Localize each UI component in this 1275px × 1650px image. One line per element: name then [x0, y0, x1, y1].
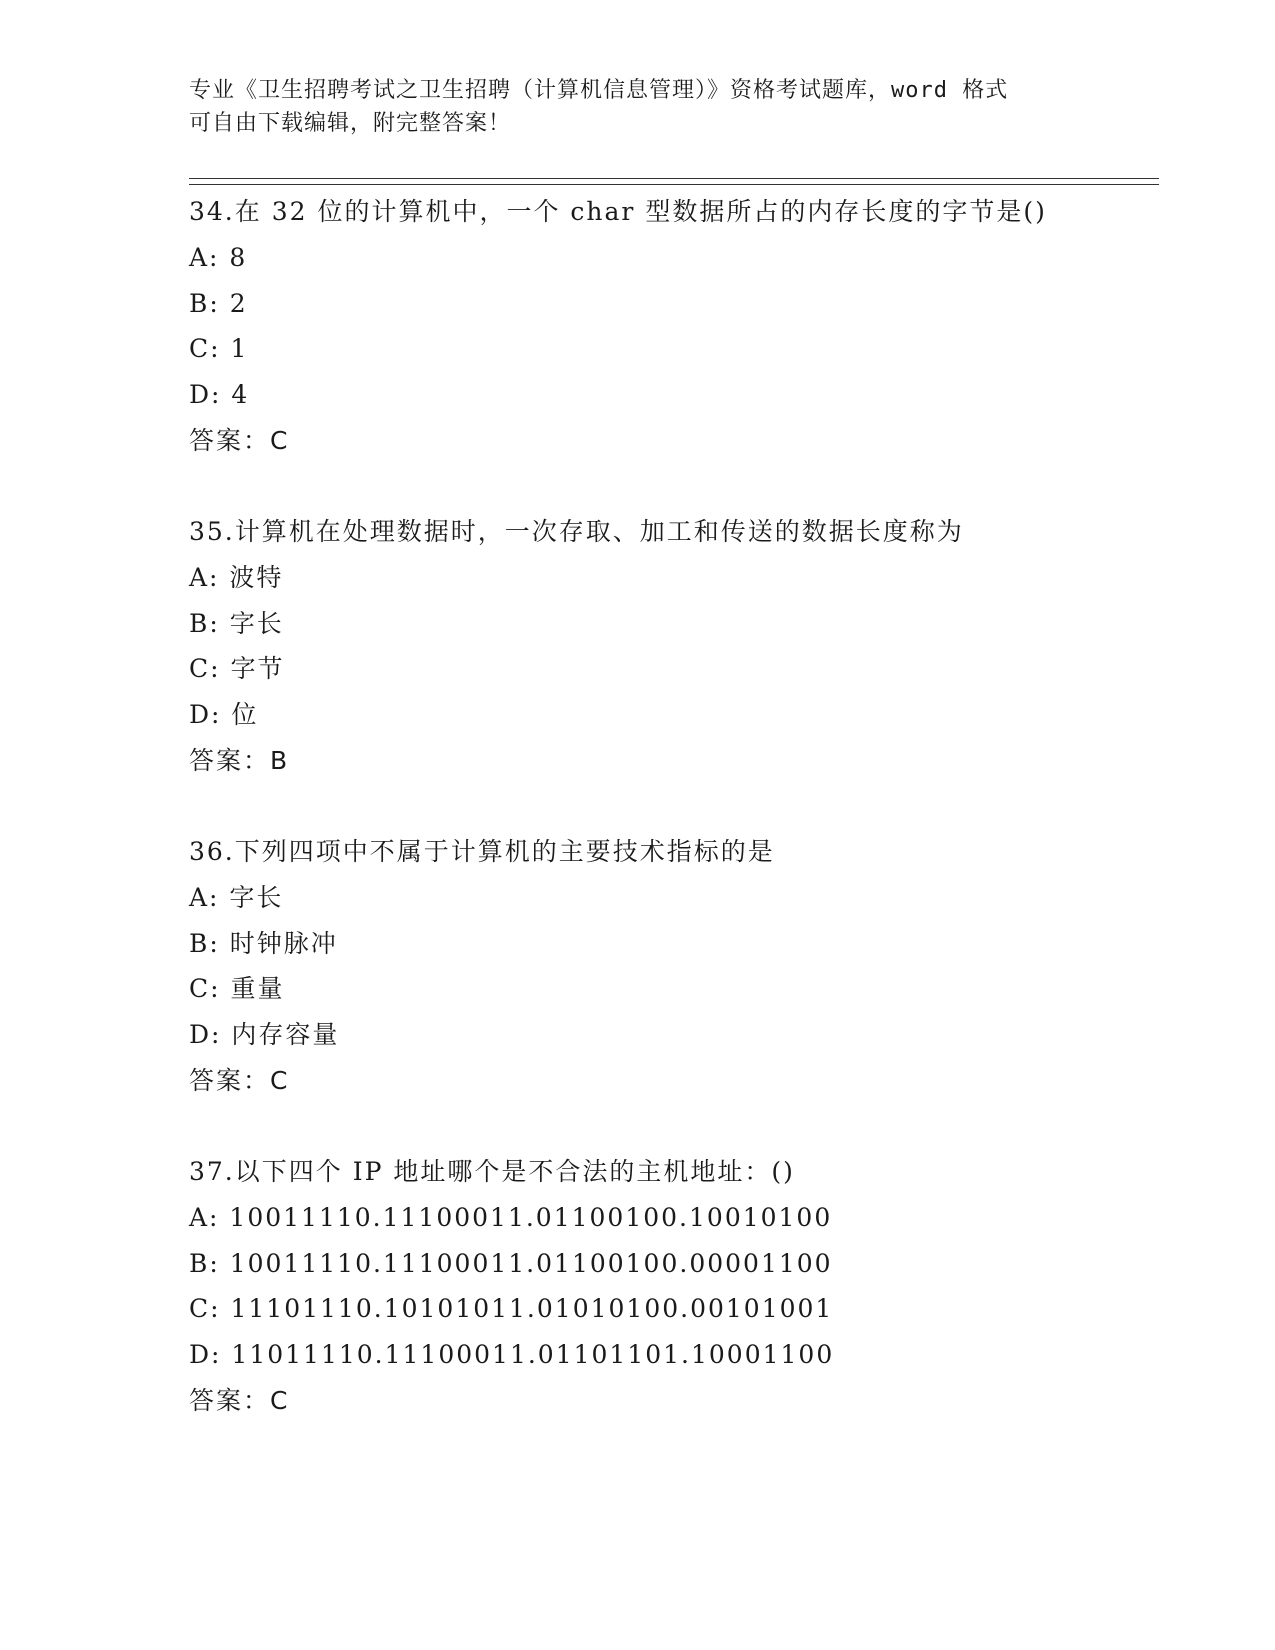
question-stem: 37.以下四个 IP 地址哪个是不合法的主机地址：() [189, 1157, 795, 1186]
answer-line: 答案：B [189, 745, 290, 775]
question-36 [189, 829, 1149, 1104]
answer-line: 答案：C [189, 425, 290, 455]
question-stem: 35.计算机在处理数据时，一次存取、加工和传送的数据长度称为 [189, 517, 964, 546]
option-c: C: 字节 [189, 654, 285, 684]
option-a: A: 10011110.11100011.01100100.10010100 [189, 1202, 833, 1232]
option-b: B: 10011110.11100011.01100100.00001100 [189, 1248, 833, 1278]
option-c: C: 11101110.10101011.01010100.00101001 [189, 1294, 834, 1324]
option-d: D: 位 [189, 700, 259, 730]
answer-line: 答案：C [189, 1065, 290, 1095]
option-d: D: 内存容量 [189, 1020, 340, 1050]
option-d: D: 11011110.11100011.01101101.10001100 [189, 1340, 835, 1370]
question-37 [189, 1149, 1149, 1424]
header-line-2: 可自由下载编辑，附完整答案！ [189, 111, 512, 136]
option-a: A: 字长 [189, 882, 284, 912]
option-c: C: 重量 [189, 974, 285, 1004]
option-d: D: 4 [189, 380, 250, 410]
header-line-1: 专业《卫生招聘考试之卫生招聘（计算机信息管理）》资格考试题库，word 格式 [189, 78, 1009, 103]
header-divider-top [189, 178, 1159, 179]
question-34 [189, 189, 1149, 464]
answer-line: 答案：C [189, 1385, 290, 1415]
option-a: A: 波特 [189, 562, 284, 592]
question-35 [189, 509, 1149, 784]
option-b: B: 2 [189, 288, 248, 318]
question-stem: 36.下列四项中不属于计算机的主要技术指标的是 [189, 837, 775, 866]
question-stem: 34.在 32 位的计算机中，一个 char 型数据所占的内存长度的字节是() [189, 197, 1047, 226]
option-b: B: 字长 [189, 608, 284, 638]
option-b: B: 时钟脉冲 [189, 928, 338, 958]
option-c: C: 1 [189, 334, 249, 364]
document-header [189, 74, 1089, 140]
header-divider-bottom [189, 184, 1159, 185]
option-a: A: 8 [189, 242, 248, 272]
